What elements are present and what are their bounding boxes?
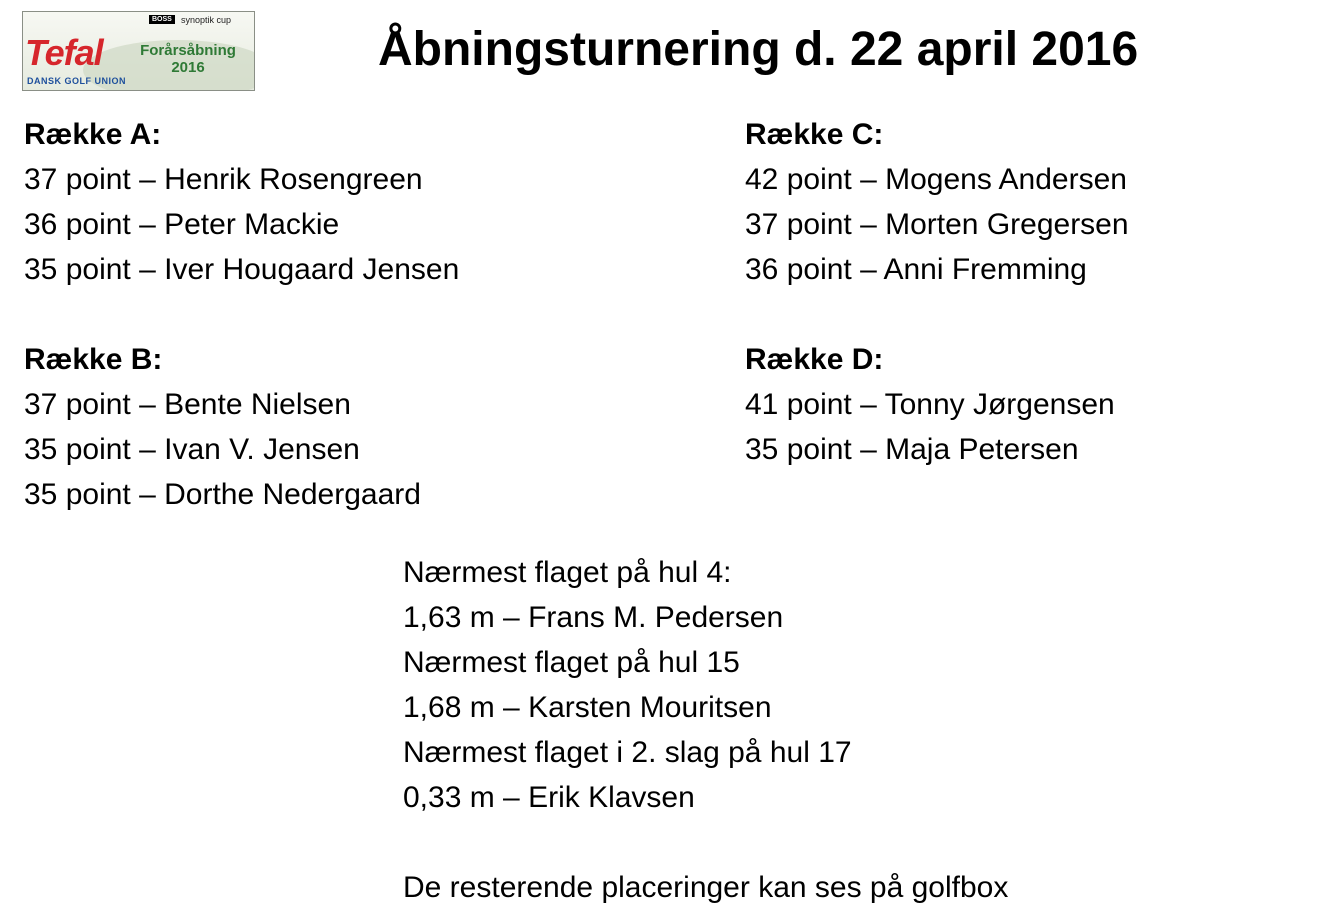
logo-event-name: Forårsåbning: [140, 42, 236, 59]
closest-line: 1,63 m – Frans M. Pedersen: [403, 601, 784, 634]
result-line: 41 point – Tonny Jørgensen: [745, 388, 1115, 421]
closest-line: Nærmest flaget på hul 4:: [403, 556, 732, 589]
result-line: 42 point – Mogens Andersen: [745, 163, 1127, 196]
logo-boss: BOSS: [149, 15, 175, 24]
group-heading: Række D:: [745, 343, 884, 376]
tournament-logo: [22, 11, 255, 91]
spacer: [745, 292, 1129, 337]
group-heading: Række A:: [24, 118, 162, 151]
result-line: 37 point – Morten Gregersen: [745, 208, 1129, 241]
result-line: 35 point – Maja Petersen: [745, 433, 1079, 466]
page-title: Åbningsturnering d. 22 april 2016: [378, 23, 1139, 76]
closest-line: Nærmest flaget på hul 15: [403, 646, 740, 679]
result-line: 35 point – Ivan V. Jensen: [24, 433, 360, 466]
logo-brand: Tefal: [25, 32, 103, 73]
spacer: [403, 820, 1008, 865]
group-heading: Række B:: [24, 343, 163, 376]
logo-event-year: 2016: [171, 59, 205, 76]
result-line: 36 point – Anni Fremming: [745, 253, 1087, 286]
logo-cup: synoptik cup: [181, 15, 232, 25]
result-line: 37 point – Bente Nielsen: [24, 388, 351, 421]
result-line: 35 point – Iver Hougaard Jensen: [24, 253, 460, 286]
left-column: [24, 112, 459, 517]
result-line: 35 point – Dorthe Nedergaard: [24, 478, 421, 511]
closest-to-pin-section: [403, 550, 1008, 910]
logo-union: DANSK GOLF UNION: [27, 76, 126, 86]
closest-line: 1,68 m – Karsten Mouritsen: [403, 691, 772, 724]
result-line: 36 point – Peter Mackie: [24, 208, 340, 241]
footer-note: De resterende placeringer kan ses på golfbox: [403, 871, 1009, 904]
logo-event: [123, 42, 253, 76]
closest-line: 0,33 m – Erik Klavsen: [403, 781, 695, 814]
closest-line: Nærmest flaget i 2. slag på hul 17: [403, 736, 852, 769]
spacer: [24, 292, 459, 337]
group-heading: Række C:: [745, 118, 884, 151]
right-column: [745, 112, 1129, 472]
result-line: 37 point – Henrik Rosengreen: [24, 163, 423, 196]
